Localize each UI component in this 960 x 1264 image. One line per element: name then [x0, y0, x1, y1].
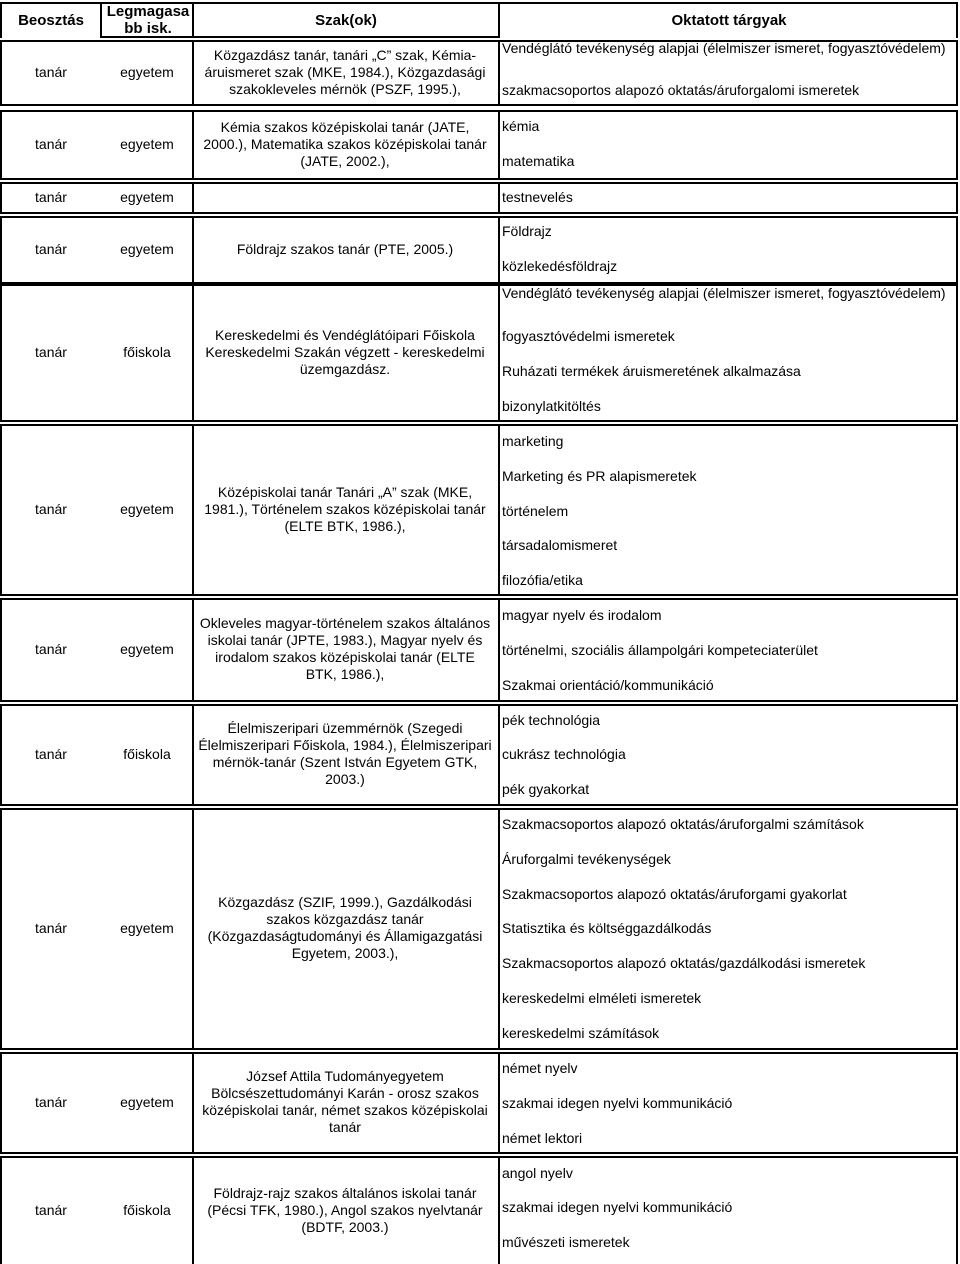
- subject-item: német nyelv: [502, 1060, 578, 1076]
- row-right-border: [956, 704, 958, 804]
- subject-item: Szakmacsoportos alapozó oktatás/gazdálkodási ismeretek: [502, 955, 866, 971]
- row-right-border: [956, 284, 958, 420]
- row-qual-divider: [192, 110, 194, 178]
- row-bottom-border: [0, 1152, 958, 1154]
- row-qual-divider: [192, 424, 194, 594]
- subject-item: szakmai idegen nyelvi kommunikáció: [502, 1095, 733, 1111]
- row-top-border: [0, 598, 958, 600]
- row-right-border: [956, 424, 958, 594]
- header-subjects: Oktatott tárgyak: [671, 11, 787, 29]
- header-right-border: [956, 2, 958, 38]
- row-subject-divider: [498, 110, 500, 178]
- education-cell: főiskola: [123, 1201, 171, 1218]
- qualification-cell: Középiskolai tanár Tanári „A” szak (MKE, 1981.), Történelem szakos középiskolai tanár (ELTE BTK, 1986.),: [204, 483, 486, 534]
- row-qual-divider: [192, 808, 194, 1048]
- qualification-cell: Élelmiszeripari üzemmérnök (Szegedi Élelmiszeripari Főiskola, 1984.), Élelmiszeripari mérnök-tanár (Szent István Egyetem GTK, 2003.): [198, 720, 492, 787]
- row-subject-divider: [498, 1156, 500, 1264]
- row-bottom-border: [0, 1048, 958, 1050]
- row-right-border: [956, 808, 958, 1048]
- row-subject-divider: [498, 182, 500, 212]
- row-top-border: [0, 704, 958, 706]
- education-cell: egyetem: [120, 63, 174, 80]
- education-cell: egyetem: [120, 1093, 174, 1110]
- row-qual-divider: [192, 40, 194, 104]
- row-left-border: [0, 284, 2, 420]
- subject-item: cukrász technológia: [502, 746, 626, 762]
- header-divider-1: [100, 2, 102, 38]
- subject-item: Szakmacsoportos alapozó oktatás/áruforgami gyakorlat: [502, 886, 847, 902]
- subject-item: marketing: [502, 433, 564, 449]
- subject-item: közlekedésföldrajz: [502, 258, 618, 274]
- row-right-border: [956, 1052, 958, 1152]
- row-top-border: [0, 808, 958, 810]
- subject-item: filozófia/etika: [502, 572, 583, 588]
- subject-item: Statisztika és költséggazdálkodás: [502, 920, 712, 936]
- row-subject-divider: [498, 40, 500, 104]
- header-qualifications: Szak(ok): [315, 11, 377, 29]
- row-top-border: [0, 216, 958, 218]
- position-cell: tanár: [35, 343, 67, 360]
- row-bottom-border: [0, 594, 958, 596]
- qualification-cell: Kémia szakos középiskolai tanár (JATE, 2000.), Matematika szakos középiskolai tanár (JATE, 2002.),: [203, 118, 487, 169]
- row-qual-divider: [192, 216, 194, 282]
- row-subject-divider: [498, 704, 500, 804]
- subject-item: Földrajz: [502, 223, 552, 239]
- row-top-border: [0, 1052, 958, 1054]
- row-subject-divider: [498, 598, 500, 700]
- header-position: Beosztás: [18, 11, 84, 29]
- education-cell: egyetem: [120, 188, 174, 205]
- row-bottom-border: [0, 178, 958, 180]
- position-cell: tanár: [35, 500, 67, 517]
- row-subject-divider: [498, 284, 500, 420]
- header-divider-3: [498, 2, 500, 38]
- subject-item: művészeti ismeretek: [502, 1234, 630, 1250]
- row-left-border: [0, 1156, 2, 1264]
- position-cell: tanár: [35, 63, 67, 80]
- subject-item: történelem: [502, 503, 569, 519]
- header-left-border: [0, 2, 2, 38]
- row-right-border: [956, 216, 958, 282]
- education-cell: főiskola: [123, 745, 171, 762]
- row-top-border: [0, 284, 958, 286]
- header-education: Legmagasa bb isk.: [106, 3, 190, 37]
- row-subject-divider: [498, 216, 500, 282]
- row-qual-divider: [192, 1052, 194, 1152]
- row-left-border: [0, 598, 2, 700]
- subject-item: Ruházati termékek áruismeretének alkalmazása: [502, 363, 801, 379]
- qualification-cell: Közgazdász (SZIF, 1999.), Gazdálkodási szakos közgazdász tanár (Közgazdaságtudományi és Államigazgatási Egyetem, 2003.),: [207, 894, 483, 961]
- row-qual-divider: [192, 598, 194, 700]
- row-qual-divider: [192, 704, 194, 804]
- position-cell: tanár: [35, 1093, 67, 1110]
- row-left-border: [0, 424, 2, 594]
- subject-item: pék technológia: [502, 712, 601, 728]
- subject-item: német lektori: [502, 1130, 583, 1146]
- subject-item: Marketing és PR alapismeretek: [502, 468, 697, 484]
- row-left-border: [0, 182, 2, 212]
- row-top-border: [0, 40, 958, 42]
- row-bottom-border: [0, 212, 958, 214]
- row-left-border: [0, 704, 2, 804]
- subject-item: angol nyelv: [502, 1165, 573, 1181]
- header-top-border: [0, 2, 958, 4]
- row-top-border: [0, 1156, 958, 1158]
- education-cell: egyetem: [120, 240, 174, 257]
- row-subject-divider: [498, 808, 500, 1048]
- row-right-border: [956, 598, 958, 700]
- education-cell: egyetem: [120, 919, 174, 936]
- subject-item: magyar nyelv és irodalom: [502, 607, 662, 623]
- row-bottom-border: [0, 700, 958, 702]
- qualification-cell: [194, 182, 496, 212]
- subject-item: történelmi, szociális állampolgári kompeteciaterület: [502, 642, 818, 658]
- row-subject-divider: [498, 424, 500, 594]
- education-cell: egyetem: [120, 640, 174, 657]
- position-cell: tanár: [35, 188, 67, 205]
- row-left-border: [0, 110, 2, 178]
- subject-item: matematika: [502, 153, 575, 169]
- position-cell: tanár: [35, 135, 67, 152]
- header-bottom-border: [100, 36, 500, 38]
- subject-item: testnevelés: [502, 189, 573, 205]
- row-bottom-border: [0, 104, 958, 106]
- row-right-border: [956, 1156, 958, 1264]
- qualification-cell: Okleveles magyar-történelem szakos általános iskolai tanár (JPTE, 1983.), Magyar nyelv és irodalom szakos középiskolai tanár (ELTE BTK, 1986.),: [199, 615, 491, 682]
- row-qual-divider: [192, 1156, 194, 1264]
- qualification-cell: Földrajz-rajz szakos általános iskolai tanár (Pécsi TFK, 1980.), Angol szakos nyelvtanár (BDTF, 2003.): [207, 1184, 483, 1235]
- position-cell: tanár: [35, 1201, 67, 1218]
- row-left-border: [0, 1052, 2, 1152]
- subject-item: bizonylatkitöltés: [502, 398, 601, 414]
- qualification-cell: József Attila Tudományegyetem Bölcsészettudományi Karán - orosz szakos középiskolai tanár, német szakos középiskolai tanár: [202, 1068, 488, 1135]
- subject-item: kereskedelmi számítások: [502, 1025, 660, 1041]
- subject-item: fogyasztóvédelmi ismeretek: [502, 328, 675, 344]
- subject-item: társadalomismeret: [502, 537, 618, 553]
- subject-item: kereskedelmi elméleti ismeretek: [502, 990, 702, 1006]
- subject-item: pék gyakorkat: [502, 781, 590, 797]
- subject-item: Vendéglátó tevékenység alapjai (élelmiszer ismeret, fogyasztóvédelem): [502, 285, 946, 301]
- subject-item: szakmacsoportos alapozó oktatás/áruforgalomi ismeretek: [502, 82, 860, 98]
- row-left-border: [0, 40, 2, 104]
- row-top-border: [0, 182, 958, 184]
- subject-item: szakmai idegen nyelvi kommunikáció: [502, 1199, 733, 1215]
- row-right-border: [956, 110, 958, 178]
- row-bottom-border: [0, 420, 958, 422]
- row-top-border: [0, 424, 958, 426]
- subject-item: Szakmai orientáció/kommunikáció: [502, 677, 714, 693]
- subject-item: Szakmacsoportos alapozó oktatás/áruforgalmi számítások: [502, 816, 864, 832]
- row-subject-divider: [498, 1052, 500, 1152]
- qualification-cell: Földrajz szakos tanár (PTE, 2005.): [236, 240, 454, 257]
- position-cell: tanár: [35, 240, 67, 257]
- row-top-border: [0, 110, 958, 112]
- qualification-cell: Közgazdász tanár, tanári „C” szak, Kémia-áruismeret szak (MKE, 1984.), Közgazdasági szakokleveles mérnök (PSZF, 1995.),: [204, 46, 486, 97]
- subject-item: Vendéglátó tevékenység alapjai (élelmiszer ismeret, fogyasztóvédelem): [502, 40, 946, 56]
- education-cell: egyetem: [120, 500, 174, 517]
- position-cell: tanár: [35, 745, 67, 762]
- row-qual-divider: [192, 284, 194, 420]
- row-bottom-border: [0, 804, 958, 806]
- header-divider-2: [192, 2, 194, 38]
- position-cell: tanár: [35, 919, 67, 936]
- education-cell: egyetem: [120, 135, 174, 152]
- position-cell: tanár: [35, 640, 67, 657]
- subject-item: kémia: [502, 118, 540, 134]
- row-left-border: [0, 216, 2, 282]
- qualification-cell: Kereskedelmi és Vendéglátóipari Főiskola Kereskedelmi Szakán végzett - kereskedelmi üzemgazdász.: [205, 326, 485, 377]
- row-right-border: [956, 40, 958, 104]
- education-cell: főiskola: [123, 343, 171, 360]
- row-left-border: [0, 808, 2, 1048]
- subject-item: Áruforgalmi tevékenységek: [502, 851, 671, 867]
- row-right-border: [956, 182, 958, 212]
- row-qual-divider: [192, 182, 194, 212]
